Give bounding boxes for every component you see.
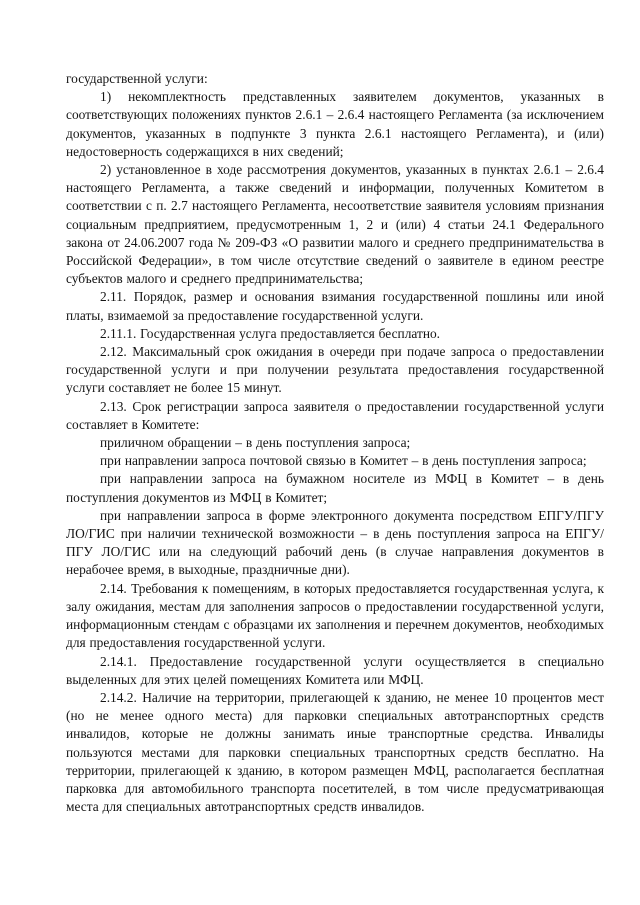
paragraph-continuation: государственной услуги: [66,71,208,86]
paragraph-postal-request: при направлении запроса почтовой связью в Комитет – в день поступления запроса; [100,453,587,469]
document-page [66,70,604,816]
paragraph-item-2: 2) установленное в ходе рассмотрения документов, указанных в пунктах 2.6.1 – 2.6.4 настоящего Регламента, а также сведений и информации, полученных Комитетом в соответствии с п. 2.7 настоящего Регламента, несоответствие заявителя условиям признания социальным предприятием, предусмотренным 1, 2 и (или) 4 статьи 24.1 Федерального закона от 24.06.2007 года № 209-ФЗ «О развитии малого и среднего предпринимательства в Российской Федерации», в том числе отсутствие сведений о заявителе в едином реестре субъектов малого и среднего предпринимательства; [66,162,604,287]
paragraph-2-11: 2.11. Порядок, размер и основания взимания государственной пошлины или иной платы, взимаемой за предоставление государственной услуги. [66,289,604,323]
paragraph-2-12: 2.12. Максимальный срок ожидания в очереди при подаче запроса о предоставлении государственной услуги и при получении результата предоставления государственной услуги составляет не более 15 минут. [66,344,604,396]
paragraph-2-14-1: 2.14.1. Предоставление государственной услуги осуществляется в специально выделенных для этих целей помещениях Комитета или МФЦ. [66,653,604,687]
paragraph-electronic-request: при направлении запроса в форме электронного документа посредством ЕПГУ/ПГУ ЛО/ГИС при наличии технической возможности – в день поступления запроса на ЕПГУ/ПГУ ЛО/ГИС или на следующий рабочий день (в случае направления документов в нерабочее время, в выходные, праздничные дни). [66,507,604,578]
paragraph-2-11-1: 2.11.1. Государственная услуга предоставляется бесплатно. [100,325,441,341]
paragraph-2-13: 2.13. Срок регистрации запроса заявителя о предоставлении государственной услуги составляет в Комитете: [66,398,604,432]
paragraph-item-1: 1) некомплектность представленных заявителем документов, указанных в соответствующих положениях пунктов 2.6.1 – 2.6.4 настоящего Регламента (за исключением документов, указанных в подпункте 3 пункта 2.6.1 настоящего Регламента), и (или) недостоверность содержащихся в них сведений; [66,89,604,159]
paragraph-personal-request: приличном обращении – в день поступления запроса; [100,435,411,451]
paragraph-2-14: 2.14. Требования к помещениям, в которых предоставляется государственная услуга, к залу ожидания, местам для заполнения запросов о предоставлении государственной услуги, информационным стендам с образцами их заполнения и перечнем документов, необходимых для предоставления государственной услуги. [66,580,604,651]
paragraph-2-14-2: 2.14.2. Наличие на территории, прилегающей к зданию, не менее 10 процентов мест (но не менее одного места) для парковки специальных автотранспортных средств инвалидов, которые не должны занимать иные транспортные средства. Инвалиды пользуются местами для парковки специальных транспортных средств бесплатно. На территории, прилегающей к зданию, в котором размещен МФЦ, располагается бесплатная парковка для автомобильного транспорта посетителей, в том числе предусматривающая места для специальных автотранспортных средств инвалидов. [66,689,604,815]
paragraph-paper-request: при направлении запроса на бумажном носителе из МФЦ в Комитет – в день поступления документов из МФЦ в Комитет; [66,471,604,505]
